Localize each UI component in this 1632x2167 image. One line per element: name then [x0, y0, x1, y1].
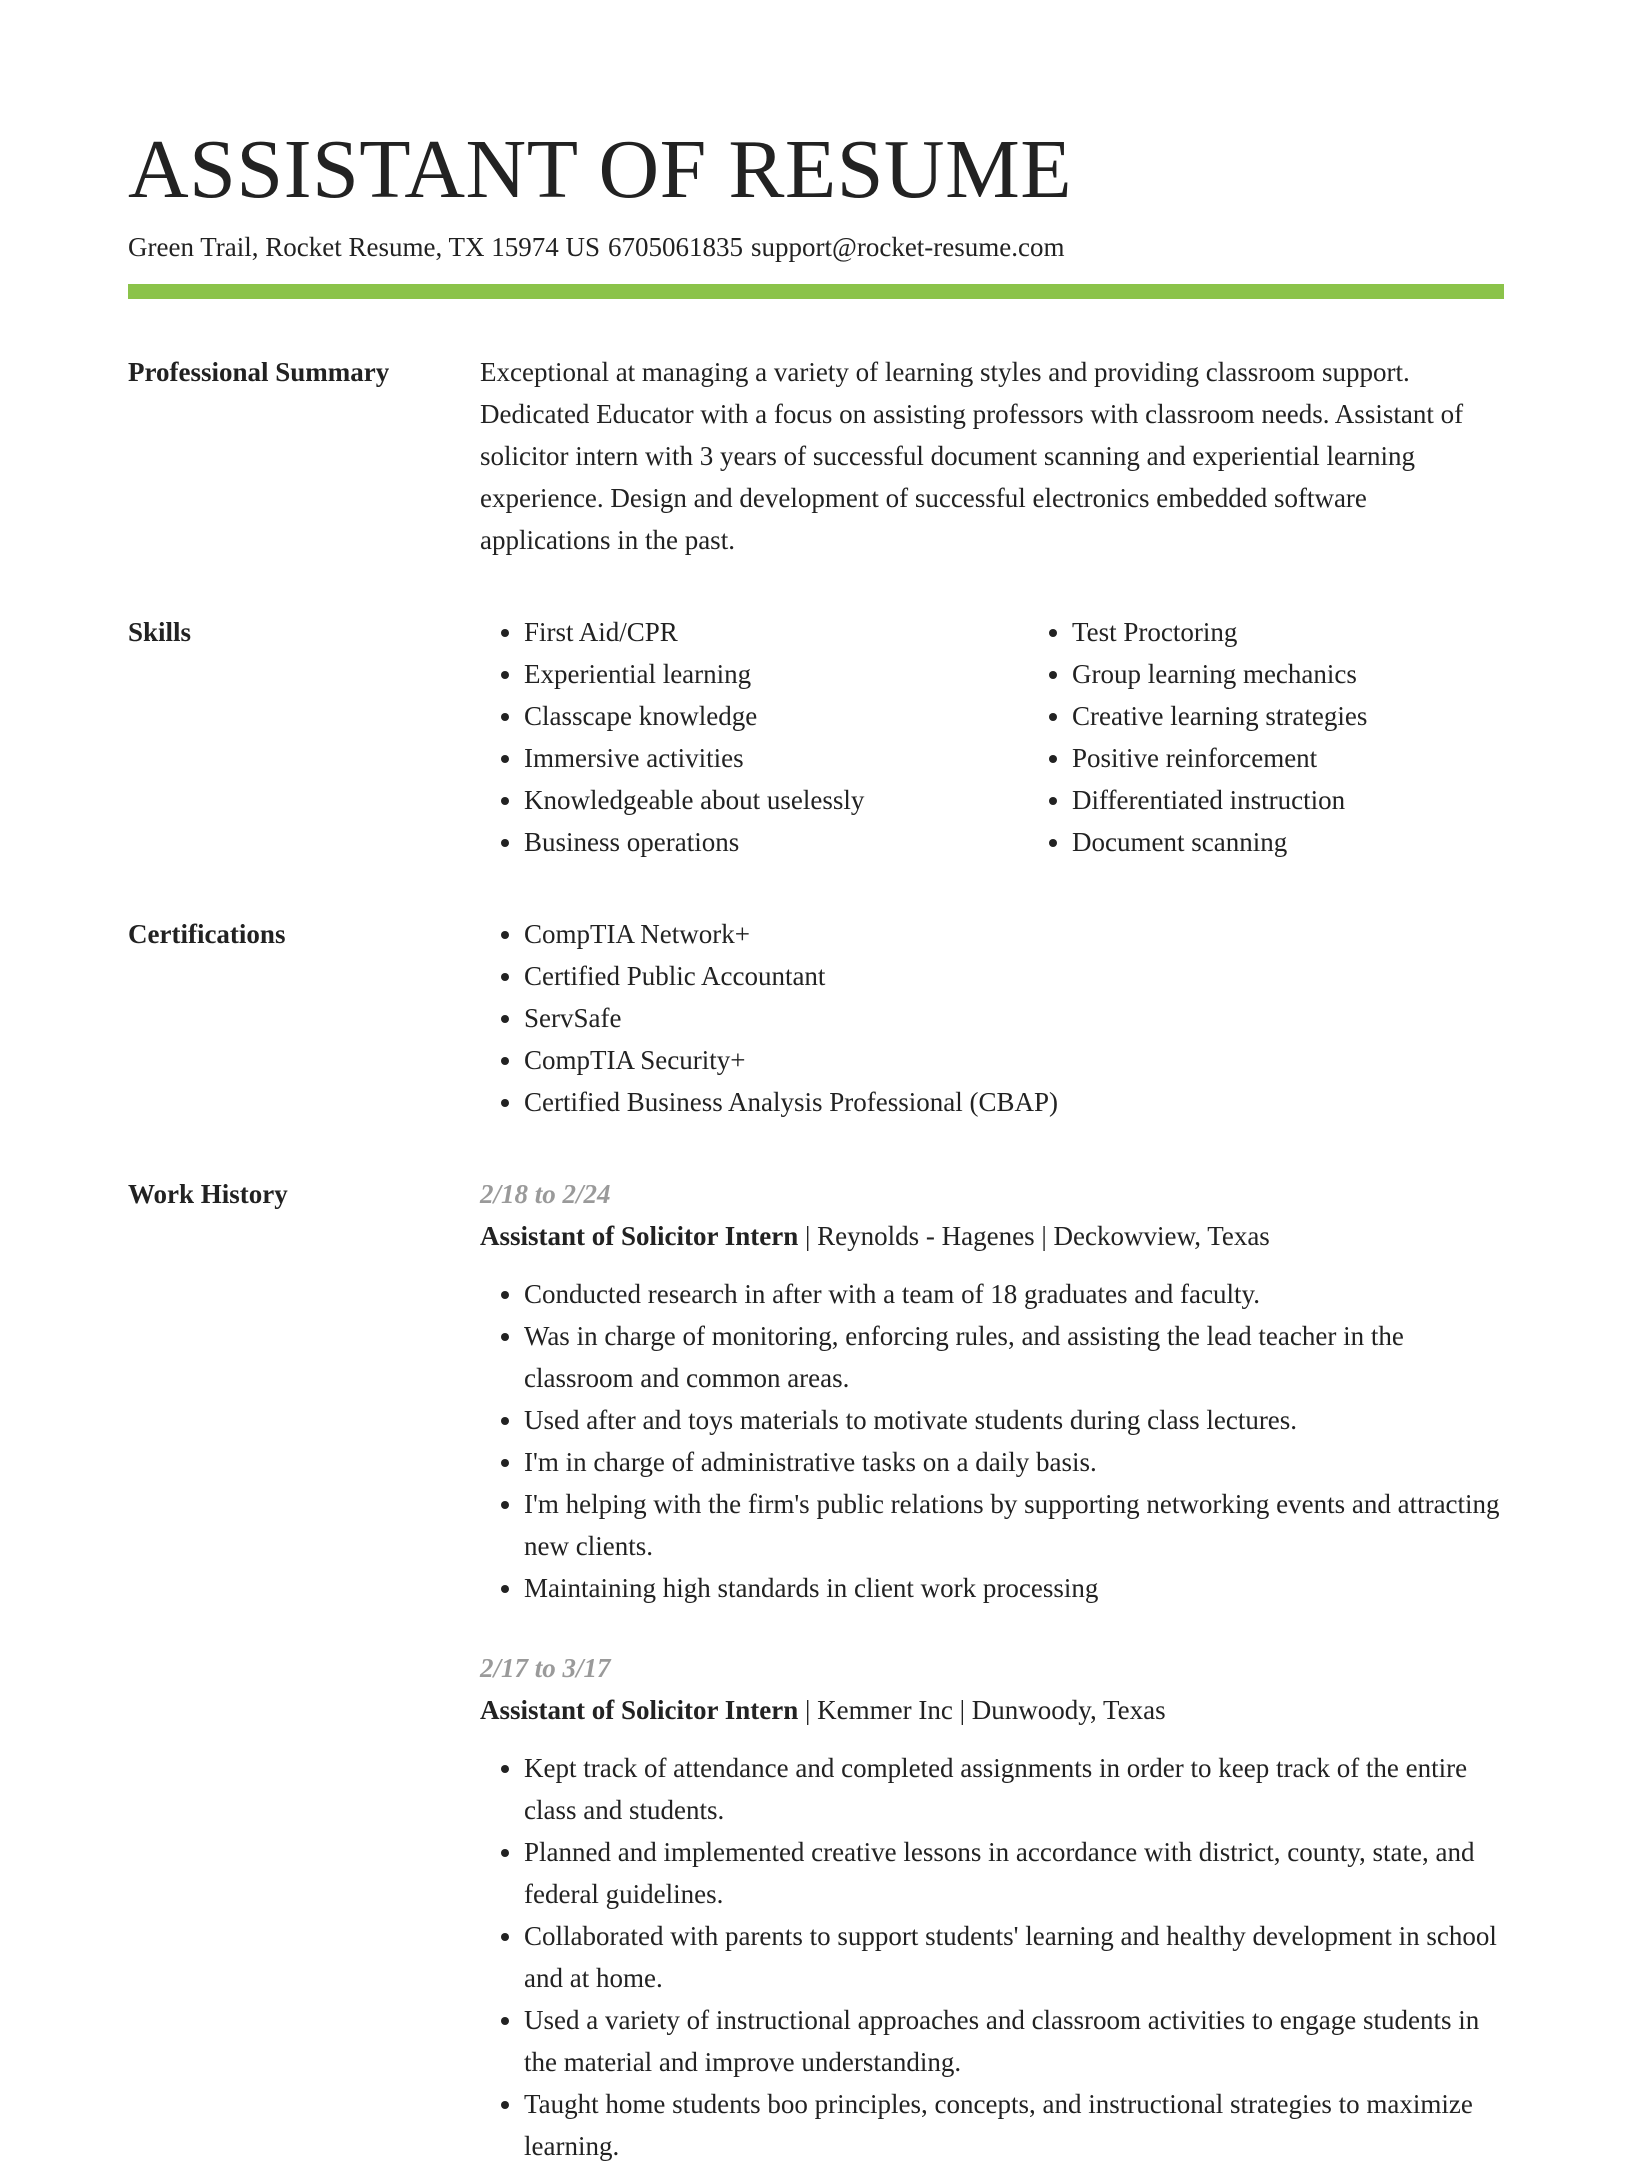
- certifications-list: [480, 913, 1504, 1123]
- skill-item: • Creative learning strategies: [1072, 695, 1552, 737]
- job-dates: 2/17 to 3/17: [480, 1653, 611, 1683]
- certification-item: • CompTIA Network+: [524, 913, 1504, 955]
- job-bullets: [480, 1747, 1504, 2167]
- skill-item: • Group learning mechanics: [1072, 653, 1552, 695]
- job-bullet: • Conducted research in after with a team of 18 graduates and faculty.: [524, 1273, 1504, 1315]
- job-bullets: [480, 1273, 1504, 1609]
- skills-heading: Skills: [128, 617, 192, 647]
- job-employer-location: | Reynolds - Hagenes | Deckowview, Texas: [798, 1221, 1270, 1251]
- resume-page: [128, 120, 1504, 2167]
- resume-name: ASSISTANT OF RESUME: [128, 123, 1073, 216]
- skill-item: • Document scanning: [1072, 821, 1552, 863]
- summary-section: [128, 351, 1504, 561]
- skills-section: [128, 611, 1504, 863]
- certification-item: • Certified Public Accountant: [524, 955, 1504, 997]
- contact-line: [128, 229, 1504, 265]
- certifications-section: [128, 913, 1504, 1123]
- skill-item: • Immersive activities: [524, 737, 1028, 779]
- job-bullet: • Used a variety of instructional approaches and classroom activities to engage students in the material and improve understanding.: [524, 1999, 1504, 2083]
- job-bullet: • Collaborated with parents to support students' learning and healthy development in school and at home.: [524, 1915, 1504, 1999]
- work-history-section: [128, 1173, 1504, 2167]
- skill-item: • Classcape knowledge: [524, 695, 1028, 737]
- summary-text: Exceptional at managing a variety of learning styles and providing classroom support. Dedicated Educator with a focus on assisting professors with classroom needs. Assistant of solicitor intern with 3 years of successful document scanning and experiential learning experience. Design and development of successful electronics embedded software applications in the past.: [480, 357, 1464, 555]
- certifications-heading: Certifications: [128, 919, 286, 949]
- contact-email: support@rocket-resume.com: [750, 232, 1065, 262]
- job-employer-location: | Kemmer Inc | Dunwoody, Texas: [798, 1695, 1166, 1725]
- job-bullet: • Planned and implemented creative lessons in accordance with district, county, state, and federal guidelines.: [524, 1831, 1504, 1915]
- job-bullet: • Kept track of attendance and completed assignments in order to keep track of the entire class and students.: [524, 1747, 1504, 1831]
- header-divider: [128, 284, 1504, 299]
- skills-list-column-1: [480, 611, 1028, 863]
- job-bullet: • I'm in charge of administrative tasks on a daily basis.: [524, 1441, 1504, 1483]
- skill-item: • First Aid/CPR: [524, 611, 1028, 653]
- skill-item: • Differentiated instruction: [1072, 779, 1552, 821]
- skill-item: • Business operations: [524, 821, 1028, 863]
- contact-phone: 6705061835: [607, 232, 743, 262]
- job-bullet: • Taught home students boo principles, concepts, and instructional strategies to maximize learning.: [524, 2083, 1504, 2167]
- job-bullet: • Maintaining high standards in client work processing: [524, 1567, 1504, 1609]
- job-title: Assistant of Solicitor Intern: [480, 1695, 799, 1725]
- job-bullet: • Was in charge of monitoring, enforcing rules, and assisting the lead teacher in the classroom and common areas.: [524, 1315, 1504, 1399]
- certification-item: • ServSafe: [524, 997, 1504, 1039]
- work-history-heading: Work History: [128, 1179, 288, 1209]
- skill-item: • Knowledgeable about uselessly: [524, 779, 1028, 821]
- job-heading: [480, 1215, 1504, 1257]
- contact-address: Green Trail, Rocket Resume, TX 15974 US: [128, 232, 600, 262]
- job-bullet: • Used after and toys materials to motivate students during class lectures.: [524, 1399, 1504, 1441]
- job-entry: [480, 1173, 1504, 1609]
- skill-item: • Test Proctoring: [1072, 611, 1552, 653]
- skill-item: • Experiential learning: [524, 653, 1028, 695]
- job-dates: 2/18 to 2/24: [480, 1179, 611, 1209]
- certification-item: • CompTIA Security+: [524, 1039, 1504, 1081]
- skills-list-column-2: [1028, 611, 1552, 863]
- job-entry: [480, 1647, 1504, 2167]
- job-bullet: • I'm helping with the firm's public relations by supporting networking events and attracting new clients.: [524, 1483, 1504, 1567]
- job-title: Assistant of Solicitor Intern: [480, 1221, 799, 1251]
- summary-heading: Professional Summary: [128, 357, 390, 387]
- skill-item: • Positive reinforcement: [1072, 737, 1552, 779]
- job-heading: [480, 1689, 1504, 1731]
- certification-item: • Certified Business Analysis Professional (CBAP): [524, 1081, 1504, 1123]
